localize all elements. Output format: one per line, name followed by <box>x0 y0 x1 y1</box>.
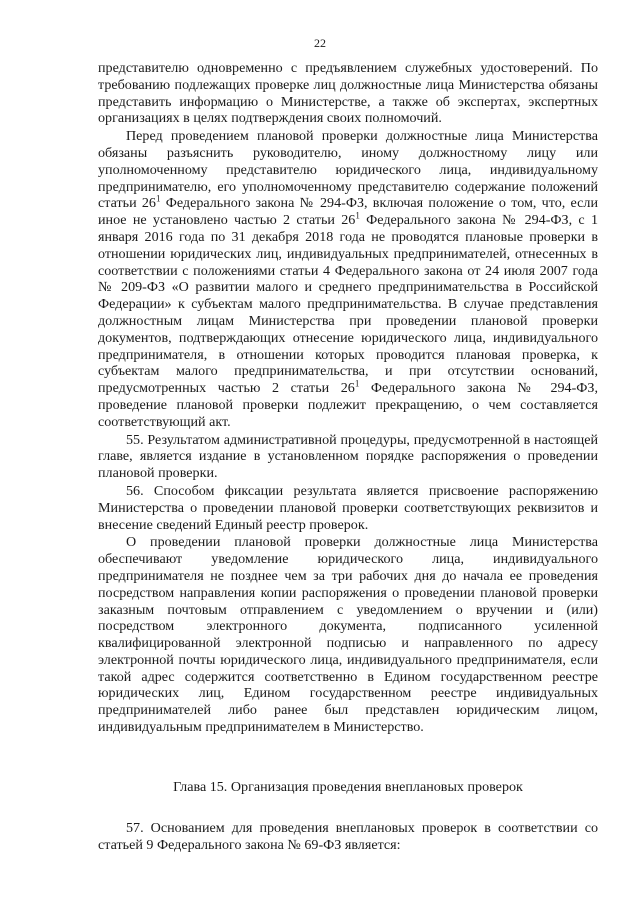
paragraph-continuation: представителю одновременно с предъявлением служебных удостоверений. По требованию подлежащих проверке лиц должностные лица Министерства обязаны представить информацию о Министерстве, а также об экспертах, экспертных организациях в целях подтверждения своих полномочий. <box>98 60 598 127</box>
document-body <box>98 60 598 736</box>
paragraph-57: 57. Основанием для проведения внеплановых проверок в соответствии со статьей 9 Федерального закона № 69-ФЗ является: <box>98 820 598 853</box>
text-segment: Перед проведением плановой проверки должностные лица Министерства обязаны разъяснить руководителю, иному должностному лицу или уполномоченному представителю юридического лица, индивидуальному предпринимателю, его уполномоченному представителю содержание положений статьи 26 <box>98 128 598 212</box>
text-segment: Федерального закона № 294-ФЗ, проведение плановой проверки подлежит прекращению, о чем составляется соответствующий акт. <box>98 380 598 430</box>
paragraph-56: 56. Способом фиксации результата является присвоение распоряжению Министерства о проведении плановой проверки соответствующих реквизитов и внесение сведений Единый реестр проверок. <box>98 482 598 533</box>
superscript: 1 <box>355 210 360 221</box>
chapter-heading: Глава 15. Организация проведения внеплановых проверок <box>173 779 523 795</box>
paragraph-pre-inspection <box>98 128 598 430</box>
page-number: 22 <box>314 36 326 50</box>
paragraph-55: 55. Результатом административной процедуры, предусмотренной в настоящей главе, является издание в установленном порядке распоряжения о проведении плановой проверки. <box>98 431 598 482</box>
text-segment: Федерального закона № 294-ФЗ, включая положение о том, что, если иное не установлено частью 2 статьи 26 <box>98 195 598 229</box>
paragraph-notification: О проведении плановой проверки должностные лица Министерства обеспечивают уведомление юридического лица, индивидуального предпринимателя не позднее чем за три рабочих дня до начала ее проведения посредством направления копии распоряжения о проведении плановой проверки заказным почтовым отправлением с уведомлением о вручении и (или) посредством электронного документа, подписанного усиленной квалифицированной электронной подписью и направленного по адресу электронной почты юридического лица, индивидуального предпринимателя, если такой адрес содержится соответственно в Едином государственном реестре юридических лиц, Едином государственном реестре индивидуальных предпринимателей либо ранее был представлен юридическим лицом, индивидуальным предпринимателем в Министерство. <box>98 534 598 736</box>
text-segment: Федерального закона № 294-ФЗ, с 1 января 2016 года по 31 декабря 2018 года не проводятся плановые проверки в отношении юридических лиц, индивидуальных предпринимателей, отнесенных в соответствии с положениями статьи 4 Федерального закона от 24 июля 2007 года № 209-ФЗ «О развитии малого и среднего предпринимательства в Российской Федерации» к субъектам малого предпринимательства. В случае представления должностным лицам Министерства при проведении плановой проверки документов, подтверждающих отнесение юридического лица, индивидуального предпринимателя, в отношении которых проводится плановая проверка, к субъектам малого предпринимательства, и при отсутствии оснований, предусмотренных частью 2 статьи 26 <box>98 212 598 397</box>
superscript: 1 <box>354 378 360 389</box>
document-body-continued <box>98 820 598 854</box>
superscript: 1 <box>155 193 161 204</box>
